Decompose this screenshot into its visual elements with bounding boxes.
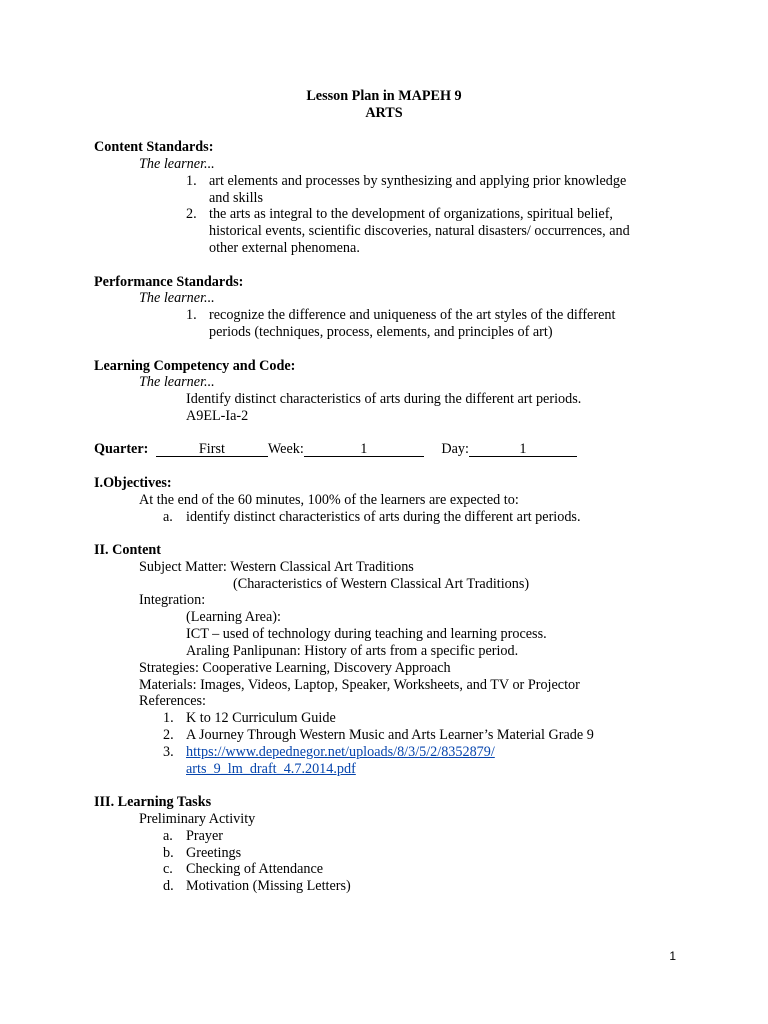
list-letter: a. (163, 828, 173, 844)
list-item-line: recognize the difference and uniqueness of the art styles of the different (209, 307, 616, 323)
learning-area: (Learning Area): (186, 609, 281, 625)
task-item: Prayer (186, 828, 224, 844)
content-standards-heading: Content Standards: (94, 139, 214, 155)
list-item-line: other external phenomena. (209, 240, 360, 256)
strategies: Strategies: Cooperative Learning, Discovery Approach (139, 660, 451, 676)
reference-item: K to 12 Curriculum Guide (186, 710, 336, 726)
performance-standards-heading: Performance Standards: (94, 274, 244, 290)
list-number: 1. (186, 173, 197, 189)
week-value: 1 (304, 441, 424, 457)
list-number: 3. (163, 744, 174, 760)
quarter-line (94, 441, 577, 458)
list-letter: a. (163, 509, 173, 525)
page-number: 1 (669, 949, 676, 963)
list-letter: c. (163, 861, 173, 877)
list-number: 1. (163, 710, 174, 726)
competency-lead: The learner... (139, 374, 215, 390)
integration-ict: ICT – used of technology during teaching and learning process. (186, 626, 547, 642)
objectives-heading: I.Objectives: (94, 475, 172, 491)
quarter-label: Quarter: (94, 441, 149, 457)
competency-text: Identify distinct characteristics of arts during the different art periods. (186, 391, 582, 407)
list-item-line: periods (techniques, process, elements, and principles of art) (209, 324, 553, 340)
task-item: Motivation (Missing Letters) (186, 878, 351, 894)
reference-link-line1[interactable]: https://www.depednegor.net/uploads/8/3/5/2/8352879/ (186, 744, 495, 760)
list-item-line: historical events, scientific discoveries, natural disasters/ occurrences, and (209, 223, 630, 239)
list-item-line: and skills (209, 190, 263, 206)
list-letter: d. (163, 878, 174, 894)
list-number: 2. (186, 206, 197, 222)
references-label: References: (139, 693, 206, 709)
competency-code: A9EL-Ia-2 (186, 408, 249, 424)
learning-tasks-heading: III. Learning Tasks (94, 794, 212, 810)
objectives-intro: At the end of the 60 minutes, 100% of the learners are expected to: (139, 492, 519, 508)
subject-matter-sub: (Characteristics of Western Classical Art Traditions) (233, 576, 530, 592)
document-subtitle: ARTS (365, 105, 403, 121)
subject-matter: Subject Matter: Western Classical Art Traditions (139, 559, 414, 575)
list-item-line: the arts as integral to the development of organizations, spiritual belief, (209, 206, 613, 222)
list-number: 1. (186, 307, 197, 323)
day-value: 1 (469, 441, 577, 457)
reference-link-cont[interactable] (186, 761, 356, 778)
week-label: Week: (267, 441, 304, 457)
task-item: Greetings (186, 845, 242, 861)
document-title: Lesson Plan in MAPEH 9 (306, 88, 462, 104)
reference-link[interactable] (186, 744, 495, 761)
integration-label: Integration: (139, 592, 206, 608)
content-heading: II. Content (94, 542, 162, 558)
task-item: Checking of Attendance (186, 861, 324, 877)
list-item-line: art elements and processes by synthesizing and applying prior knowledge (209, 173, 627, 189)
objective-item: identify distinct characteristics of arts during the different art periods. (186, 509, 581, 525)
integration-ap: Araling Panlipunan: History of arts from a specific period. (186, 643, 519, 659)
day-label: Day: (441, 441, 469, 457)
quarter-value: First (156, 441, 268, 457)
performance-standards-lead: The learner... (139, 290, 215, 306)
preliminary-activity: Preliminary Activity (139, 811, 256, 827)
list-letter: b. (163, 845, 174, 861)
list-number: 2. (163, 727, 174, 743)
materials: Materials: Images, Videos, Laptop, Speaker, Worksheets, and TV or Projector (139, 677, 580, 693)
reference-link-line2[interactable]: arts_9_lm_draft_4.7.2014.pdf (186, 761, 356, 777)
content-standards-lead: The learner... (139, 156, 215, 172)
reference-item: A Journey Through Western Music and Arts Learner’s Material Grade 9 (186, 727, 594, 743)
competency-heading: Learning Competency and Code: (94, 358, 296, 374)
